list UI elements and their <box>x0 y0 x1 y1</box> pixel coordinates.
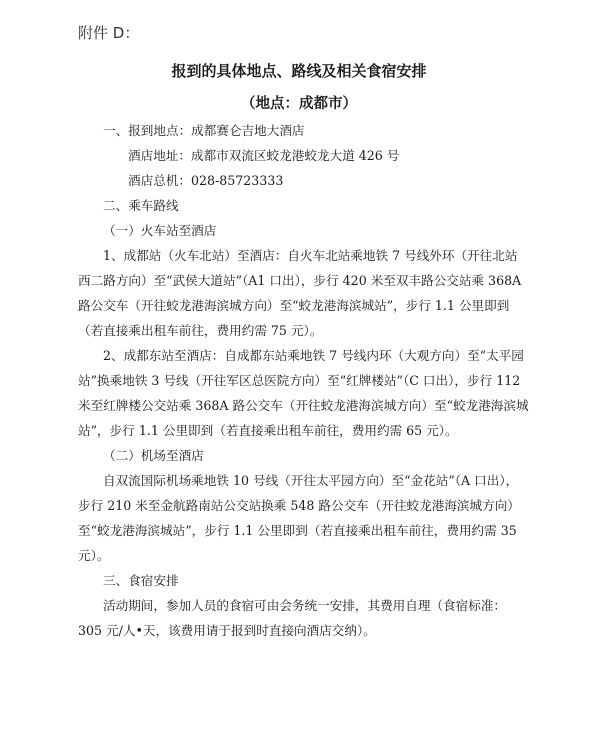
lodging-paragraph: 活动期间，参加人员的食宿可由会务统一安排，其费用自理（食宿标准：305 元/人•天，该费用请于报到时直接向酒店交纳）。 <box>78 598 506 638</box>
document-subtitle: （地点：成都市） <box>241 96 357 112</box>
document-title: 报到的具体地点、路线及相关食宿安排 <box>171 62 427 80</box>
attachment-label: 附件 D： <box>78 24 140 42</box>
route-paragraph-1: 1、成都站（火车北站）至酒店：自火车北站乘地铁 7 号线外环（开往北站西二路方向）至“武侯大道站”（A1 口出），步行 420 米至双丰路公交站乘 368A 路公交车（开往蛟龙港海滨城方向）至“蛟龙港海滨城站”，步行 1.1 公里即到（若直接乘出租车前往，费用约需 75 元）。 <box>78 248 522 338</box>
section-2-heading: 二、乘车路线 <box>103 198 179 213</box>
hotel-phone: 酒店总机：028-85723333 <box>128 173 284 188</box>
route-paragraph-2: 2、成都东站至酒店：自成都东站乘地铁 7 号线内环（大观方向）至“太平园站”换乘地铁 3 号线（开往军区总医院方向）至“红牌楼站”（C 口出），步行 112 米至红牌楼公交站乘 368A 路公交车（开往蛟龙港海滨城方向）至“蛟龙港海滨城站”，步行 1.1 公里即到（若直接乘出租车前往，费用约需 65 元）。 <box>78 348 529 438</box>
route-paragraph-3: 自双流国际机场乘地铁 10 号线（开往太平园方向）至“金花站”（A 口出），步行 210 米至金航路南站公交站换乘 548 路公交车（开往蛟龙港海滨城方向）至“蛟龙港海滨城站”，步行 1.1 公里即到（若直接乘出租车前往，费用约需 35 元）。 <box>78 473 520 563</box>
section-1-heading: 一、报到地点：成都赛仑吉地大酒店 <box>103 123 305 138</box>
subsection-2-heading: （二）机场至酒店 <box>103 448 204 463</box>
section-3-heading: 三、食宿安排 <box>103 573 179 588</box>
subsection-1-heading: （一）火车站至酒店 <box>103 223 217 238</box>
hotel-address: 酒店地址：成都市双流区蛟龙港蛟龙大道 426 号 <box>128 148 400 163</box>
document-body <box>78 118 530 643</box>
